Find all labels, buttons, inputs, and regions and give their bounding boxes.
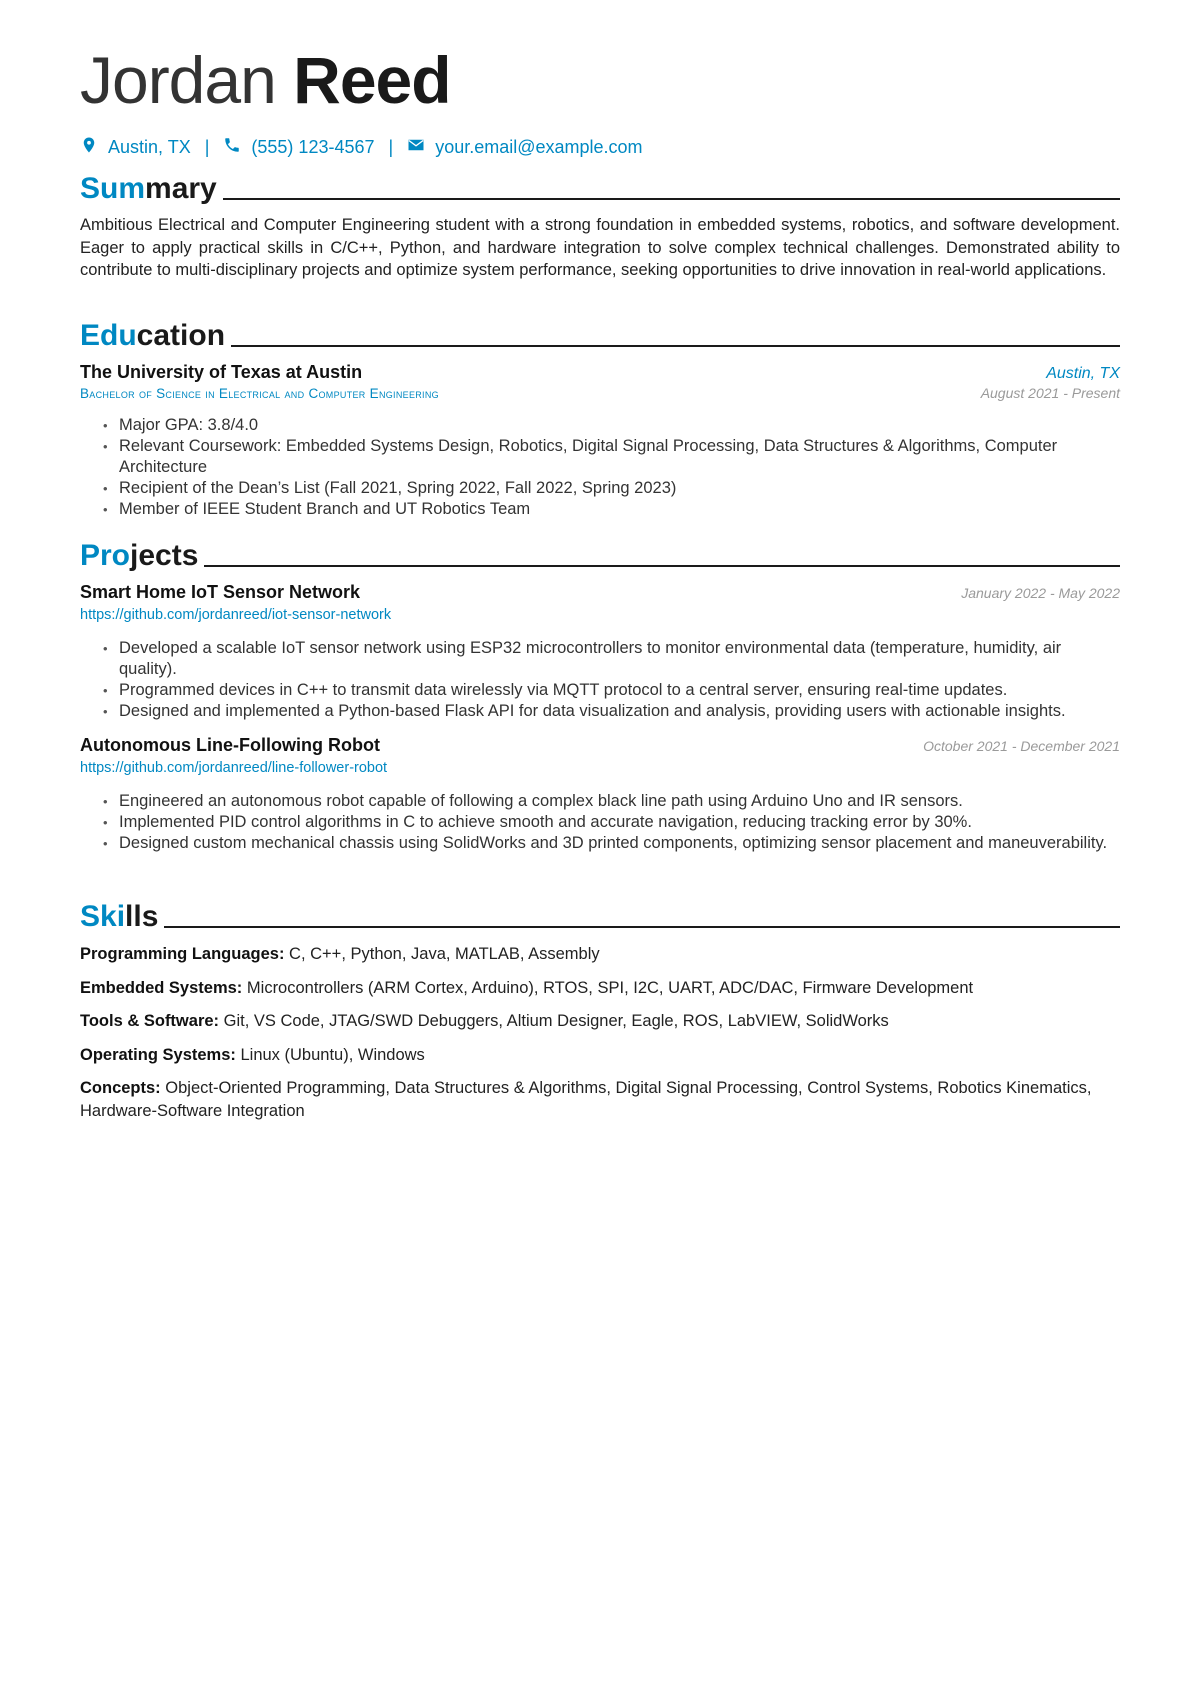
email-item[interactable] [407,136,642,159]
skill-label: Embedded Systems: [80,978,243,997]
education-entry-sub [80,385,1120,401]
list-item: • Programmed devices in C++ to transmit data wirelessly via MQTT protocol to a central server, ensuring real-time updates. [80,680,1120,701]
education-section [80,317,1120,520]
list-item: • Recipient of the Dean’s List (Fall 2021, Spring 2022, Fall 2022, Spring 2023) [80,478,1120,499]
section-rule [223,198,1120,200]
first-name: Jordan [80,43,276,117]
email-link[interactable]: your.email@example.com [435,136,643,157]
skill-row [80,977,1120,1000]
section-header [80,317,1120,353]
summary-text: Ambitious Electrical and Computer Engineering student with a strong foundation in embedded systems, robotics, and software development. Eager to apply practical skills in C/C++, Python, and hardware integration to solve complex technical challenges. Demonstrated ability to contribute to multi-disciplinary projects and optimize system performance, seeking opportunities to drive innovation in real-world applications. [80,216,1120,279]
section-rule [204,565,1120,567]
school-location: Austin, TX [1046,365,1120,382]
location-text: Austin, TX [108,136,191,157]
phone-item[interactable] [223,136,374,159]
education-entry-header [80,362,1120,383]
contact-line [80,134,643,160]
candidate-name [80,40,451,120]
list-item: • Engineered an autonomous robot capable of following a complex black line path using Arduino Uno and IR sensors. [80,791,1120,812]
list-item: • Designed custom mechanical chassis using SolidWorks and 3D printed components, optimizing sensor placement and maneuverability. [80,833,1120,854]
skill-value: Object-Oriented Programming, Data Structures & Algorithms, Digital Signal Processing, Control Systems, Robotics Kinematics, Hardware-Software Integration [80,1079,1092,1120]
skill-label: Concepts: [80,1079,161,1097]
skill-value: Microcontrollers (ARM Cortex, Arduino), RTOS, SPI, I2C, UART, ADC/DAC, Firmware Development [246,978,974,997]
education-bullets [80,415,1120,520]
section-rule [231,345,1120,347]
project-header [80,582,1120,603]
project-name: Smart Home IoT Sensor Network [80,582,361,602]
section-rule [164,926,1120,928]
project-dates: October 2021 - December 2021 [923,738,1120,754]
skill-value: Git, VS Code, JTAG/SWD Debuggers, Altium Designer, Eagle, ROS, LabVIEW, SolidWorks [223,1012,889,1030]
list-item: • Designed and implemented a Python-based Flask API for data visualization and analysis, providing users with actionable insights. [80,701,1120,722]
list-item: • Relevant Coursework: Embedded Systems Design, Robotics, Digital Signal Processing, Data Structures & Algorithms, Computer Architecture [80,436,1120,478]
project-entry [80,582,1120,722]
section-title-skills: Skills [80,900,159,933]
summary-section [80,170,1120,282]
skill-label: Programming Languages: [80,945,285,963]
skill-label: Operating Systems: [80,1045,236,1064]
project-header [80,735,1120,756]
contact-separator: | [388,136,394,157]
education-dates: August 2021 - Present [980,385,1120,401]
list-item: • Developed a scalable IoT sensor network using ESP32 microcontrollers to monitor environmental data (temperature, humidity, air quality). [80,638,1120,680]
skill-value: C, C++, Python, Java, MATLAB, Assembly [289,945,600,963]
map-marker-icon [80,136,108,159]
section-title-education: Education [80,319,226,352]
list-item: • Member of IEEE Student Branch and UT Robotics Team [80,499,1120,520]
project-link[interactable]: https://github.com/jordanreed/line-follower-robot [80,760,388,776]
contact-separator: | [204,136,210,157]
project-name: Autonomous Line-Following Robot [80,735,380,755]
list-item: • Implemented PID control algorithms in C to achieve smooth and accurate navigation, reducing tracking error by 30%. [80,812,1120,833]
projects-section [80,537,1120,854]
skills-list [80,943,1120,1122]
project-bullets [80,791,1120,854]
project-link-row [80,606,1120,624]
school-name: The University of Texas at Austin [80,362,363,382]
phone-text[interactable]: (555) 123-4567 [251,136,375,157]
envelope-icon [407,136,435,159]
last-name: Reed [293,43,451,117]
list-item: • Major GPA: 3.8/4.0 [80,415,1120,436]
degree-name: Bachelor of Science in Electrical and Computer Engineering [80,386,439,401]
skill-row [80,1044,1120,1067]
skill-row [80,943,1120,966]
phone-icon [223,136,251,159]
section-header [80,170,1120,206]
skill-value: Linux (Ubuntu), Windows [240,1045,425,1064]
skill-row [80,1010,1120,1033]
project-entry [80,735,1120,854]
section-header [80,898,1120,934]
section-title-projects: Projects [80,539,199,572]
section-header [80,537,1120,573]
project-dates: January 2022 - May 2022 [961,585,1120,601]
project-link-row [80,759,1120,777]
skill-label: Tools & Software: [80,1012,220,1030]
skill-row [80,1077,1120,1122]
section-title-summary: Summary [80,172,217,205]
project-bullets [80,638,1120,722]
project-link[interactable]: https://github.com/jordanreed/iot-sensor-network [80,607,392,623]
skills-section [80,898,1120,1133]
location-item [80,136,191,159]
